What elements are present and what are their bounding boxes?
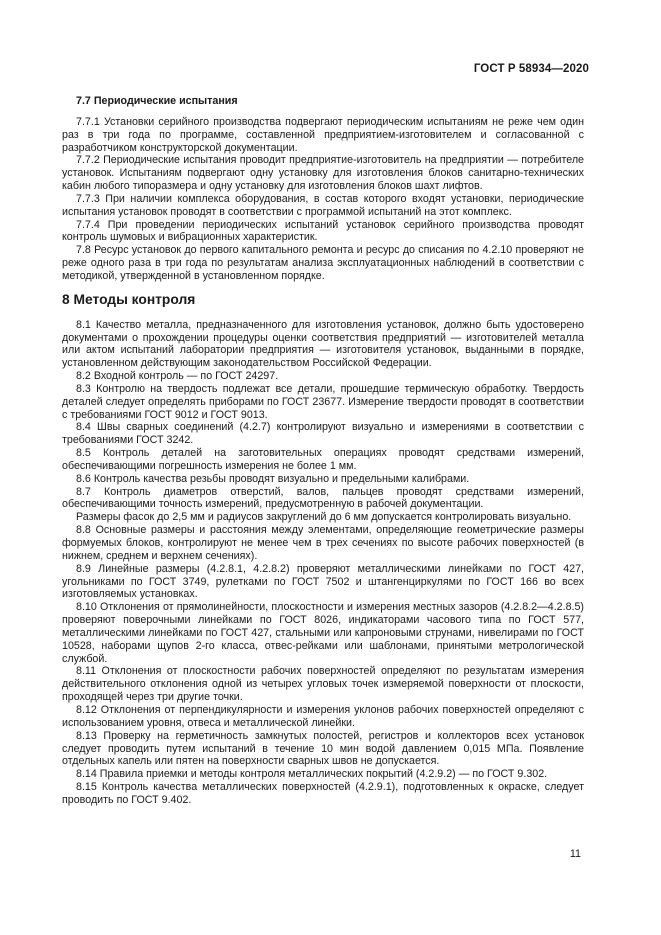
paragraph-8-6: 8.6 Контроль качества резьбы проводят визуально и предельными калибрами. [76,472,470,485]
paragraph-7-7-4: 7.7.4 При проведении периодических испытаний установок серийного производства проводят контроль шумовых и вибрационных характеристик. [62,218,584,244]
paragraph-8-13: 8.13 Проверку на герметичность замкнутых полостей, регистров и коллекторов всех установок следует проводить путем испытаний в течение 10 мин водой давлением 0,015 МПа. Появление отдельных капель или пятен на поверхности сварных швов не допускается. [62,729,584,768]
paragraph-8-10: 8.10 Отклонения от прямолинейности, плоскостности и измерения местных зазоров (4.2.8.2—4.2.8.5) проверяют поверочными линейками по ГОСТ 8026, индикаторами часового типа по ГОСТ 577, металлическими линейками по ГОСТ 427, стальными или капроновыми струнами, нивелирами по ГОСТ 10528, наборами щупов 2-го класса, отвес-рейками или шаблонами, принятыми метрологической службой. [62,601,584,665]
paragraph-8-11: 8.11 Отклонения от плоскостности рабочих поверхностей определяют по результатам измерения действительного отклонения одной из четырех угловых точек измеряемой поверхности от плоскости, проходящей через три другие точки. [62,665,584,704]
section-8-title: 8 Методы контроля [62,291,196,307]
paragraph-8-7-chamfers: Размеры фасок до 2,5 мм и радиусов закруглений до 6 мм допускается контролировать визуально. [76,511,572,524]
paragraph-8-12: 8.12 Отклонения от перпендикулярности и измерения уклонов рабочих поверхностей определяют с использованием уровня, отвеса и металлической линейки. [62,703,584,729]
page-content [62,95,584,807]
paragraph-8-3: 8.3 Контролю на твердость подлежат все детали, прошедшие термическую обработку. Твердость деталей следует определять приборами по ГОСТ 23677. Измерение твердости проводят в соответствии с требованиями ГОСТ 9012 и ГОСТ 9013. [62,382,584,421]
paragraph-8-4: 8.4 Швы сварных соединений (4.2.7) контролируют визуально и измерениями в соответствии с требованиями ГОСТ 3242. [62,421,584,447]
paragraph-7-7-1: 7.7.1 Установки серийного производства подвергают периодическим испытаниям не реже чем один раз в три года по программе, составленной предприятием-изготовителем и согласованной с разработчиком конструкторской документации. [62,115,584,154]
paragraph-8-2: 8.2 Входной контроль — по ГОСТ 24297. [76,370,279,383]
paragraph-8-9: 8.9 Линейные размеры (4.2.8.1, 4.2.8.2) проверяют металлическими линейками по ГОСТ 427, угольниками по ГОСТ 3749, рулетками по ГОСТ 7502 и штангенциркулями по ГОСТ 166 во всех изготовляемых установках. [62,562,584,601]
paragraph-8-5: 8.5 Контроль деталей на заготовительных операциях проводят средствами измерений, обеспечивающими погрешность измерения не более 1 мм. [62,447,584,472]
paragraph-8-14: 8.14 Правила приемки и методы контроля металлических покрытий (4.2.9.2) — по ГОСТ 9.302. [76,768,548,781]
section-7-7-title: 7.7 Периодические испытания [76,95,238,107]
paragraph-7-7-3: 7.7.3 При наличии комплекса оборудования, в состав которого входят установки, периодические испытания установок проводят в соответствии с программой испытаний на этот комплекс. [62,192,584,218]
paragraph-8-15: 8.15 Контроль качества металлических поверхностей (4.2.9.1), подготовленных к окраске, следует проводить по ГОСТ 9.402. [62,781,584,806]
paragraph-7-7-2: 7.7.2 Периодические испытания проводит предприятие-изготовитель на предприятии — потребителе установок. Испытаниям подвергают одну установку для изготовления блоков санитарно-технических кабин любого типоразмера и одну установку для изготовления блоков шахт лифтов. [62,154,584,193]
paragraph-8-8: 8.8 Основные размеры и расстояния между элементами, определяющие геометрические размеры формуемых блоков, контролируют не менее чем в трех сечениях по высоте рабочих поверхностей (в нижнем, среднем и верхнем сечениях). [62,524,584,562]
paragraph-8-7: 8.7 Контроль диаметров отверстий, валов, пальцев проводят средствами измерений, обеспечивающими точность измерений, предусмотренную в рабочей документации. [62,485,584,511]
document-id: ГОСТ Р 58934—2020 [473,63,589,75]
page-number: 11 [569,848,581,860]
paragraph-7-8: 7.8 Ресурс установок до первого капитального ремонта и ресурс до списания по 4.2.10 проверяют не реже одного раза в три года по результатам анализа эксплуатационных наблюдений в соответствии с методикой, утвержденной в установленном порядке. [62,244,584,282]
paragraph-8-1: 8.1 Качество металла, предназначенного для изготовления установок, должно быть удостоверено документами о прохождении процедуры оценки соответствия предприятий — изготовителей металла или актом испытаний лаборатории предприятия — изготовителя установок, выданными в порядке, установленном действующим законодательством Российской Федерации. [62,318,584,370]
